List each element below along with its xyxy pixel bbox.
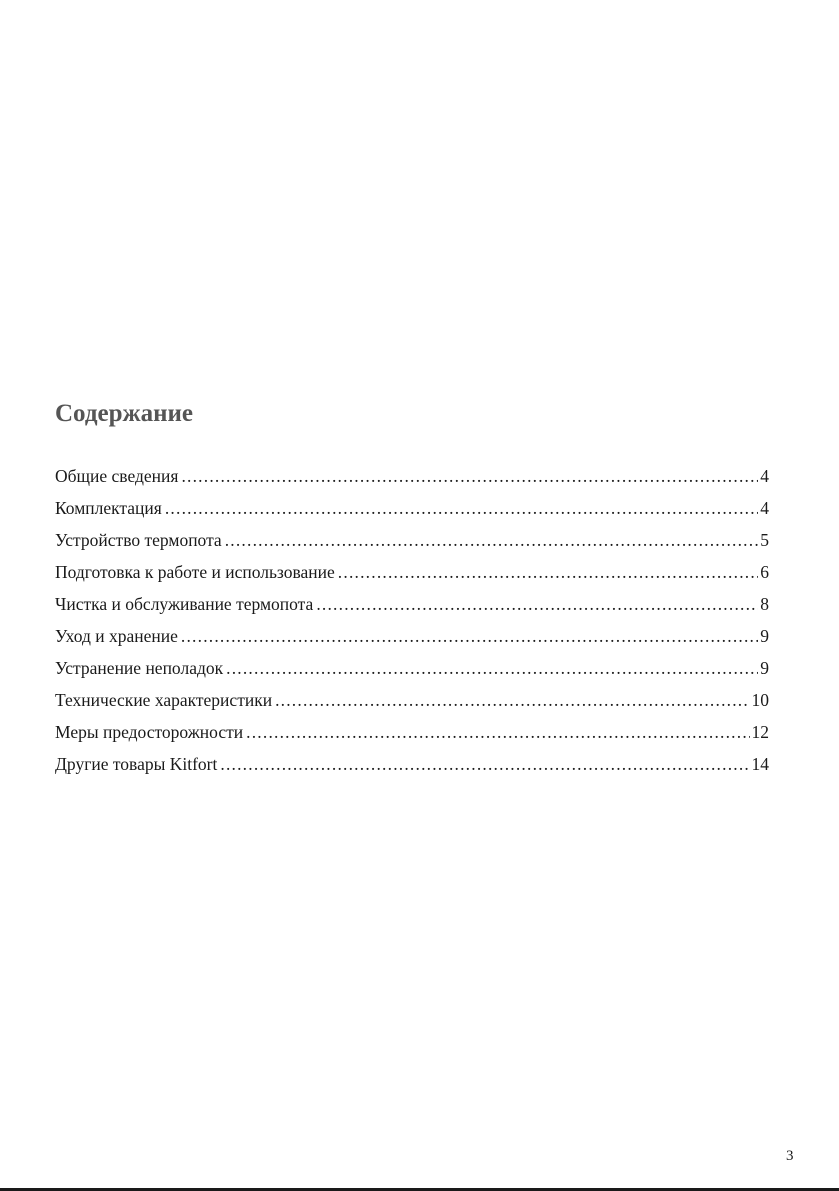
toc-entry-label: Подготовка к работе и использование [55, 562, 335, 582]
toc-entry-label: Технические характеристики [55, 690, 273, 710]
toc-entry[interactable] [55, 591, 769, 623]
toc-dot-leader [316, 591, 758, 617]
toc-entry-label: Чистка и обслуживание термопота [55, 594, 314, 614]
toc-dot-leader [165, 495, 758, 521]
toc-entry-page: 9 [760, 658, 769, 678]
toc-entry-page: 9 [760, 626, 769, 646]
toc-entry-page: 14 [751, 754, 769, 774]
toc-entry[interactable] [55, 719, 769, 751]
toc-entry-page: 5 [760, 530, 769, 550]
toc-title: Содержание [55, 400, 194, 427]
toc-entry[interactable] [55, 559, 769, 591]
toc-entry[interactable] [55, 687, 769, 719]
toc-entry-page: 4 [760, 498, 769, 518]
toc-entry[interactable] [55, 623, 769, 655]
toc-entry[interactable] [55, 495, 769, 527]
toc-entry-page: 6 [760, 562, 769, 582]
toc-entry-label: Меры предосторожности [55, 722, 244, 742]
toc-entry[interactable] [55, 751, 769, 783]
toc-entry-label: Общие сведения [55, 466, 179, 486]
toc-entry-label: Комплектация [55, 498, 162, 518]
toc-dot-leader [338, 559, 758, 585]
toc-dot-leader [181, 623, 758, 649]
toc-entry-page: 4 [760, 466, 769, 486]
page-number: 3 [786, 1148, 794, 1164]
toc-entry-label: Уход и хранение [55, 626, 178, 646]
toc-entry-page: 12 [751, 722, 769, 742]
toc-dot-leader [275, 687, 749, 713]
toc-entry-label: Устранение неполадок [55, 658, 224, 678]
toc-dot-leader [226, 655, 758, 681]
toc-dot-leader [181, 463, 758, 489]
toc-entry[interactable] [55, 655, 769, 687]
toc-entry-label: Другие товары Kitfort [55, 754, 218, 774]
toc-entry-page: 8 [760, 594, 769, 614]
toc-entry-label: Устройство термопота [55, 530, 222, 550]
toc-list [55, 463, 769, 783]
toc-entry[interactable] [55, 527, 769, 559]
toc-entry-page: 10 [751, 690, 769, 710]
toc-dot-leader [220, 751, 749, 777]
toc-entry[interactable] [55, 463, 769, 495]
toc-dot-leader [225, 527, 759, 553]
toc-dot-leader [246, 719, 749, 745]
